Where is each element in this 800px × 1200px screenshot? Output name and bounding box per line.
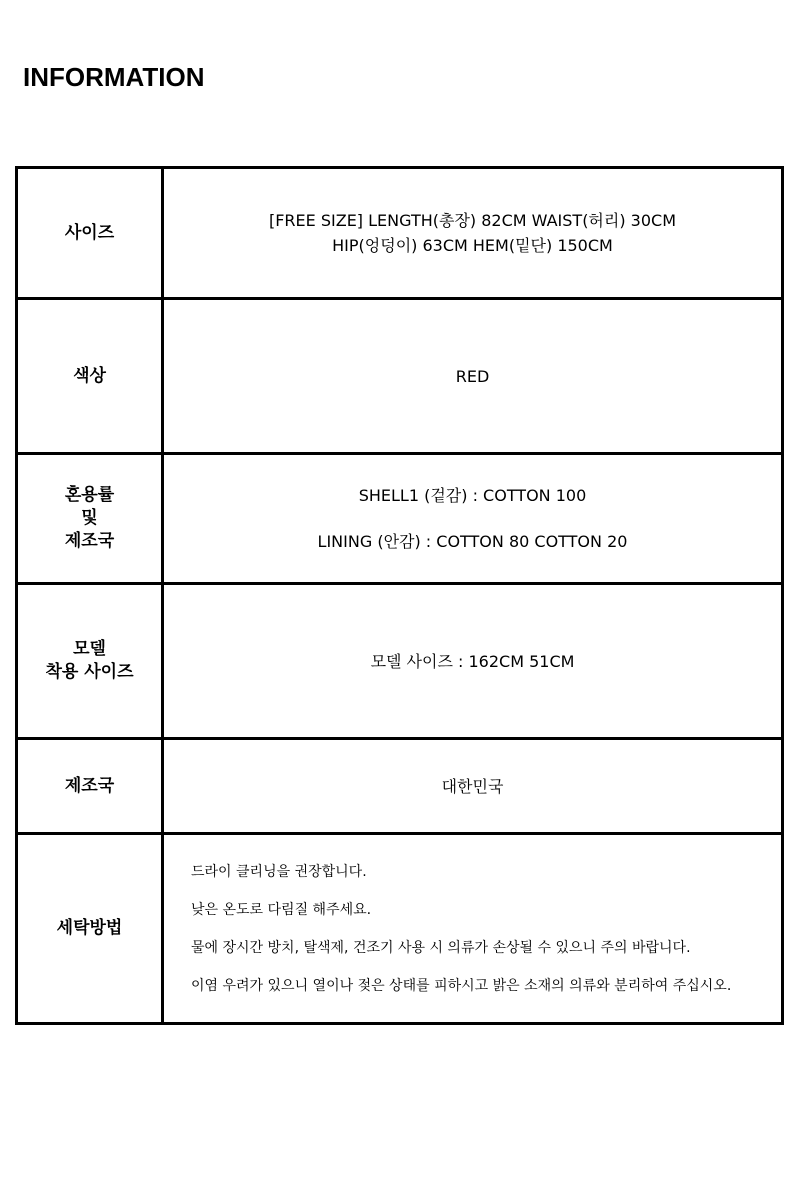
care-instruction: 물에 장시간 방치, 탈색제, 건조기 사용 시 의류가 손상될 수 있으니 주의 바랍니다. [191, 939, 691, 956]
care-instruction: 이염 우려가 있으니 열이나 젖은 상태를 피하시고 밝은 소재의 의류와 분리하여 주십시오. [191, 977, 732, 994]
model-value: 모델 사이즈 : 162CM 51CM [163, 584, 783, 739]
care-instruction: 드라이 클리닝을 권장합니다. [191, 863, 367, 880]
care-value [163, 834, 783, 1024]
size-row [17, 168, 783, 299]
color-row [17, 299, 783, 454]
care-label: 세탁방법 [17, 834, 163, 1024]
size-label: 사이즈 [17, 168, 163, 299]
model-row [17, 584, 783, 739]
size-value-line: [FREE SIZE] LENGTH(총장) 82CM WAIST(허리) 30CM [268, 211, 677, 230]
model-label [17, 584, 163, 739]
color-value: RED [163, 299, 783, 454]
origin-label: 제조국 [17, 739, 163, 834]
size-value [163, 168, 783, 299]
page-title: INFORMATION [23, 62, 205, 92]
fabric-shell-line: SHELL1 (겉감) : COTTON 100 [358, 486, 587, 505]
fabric-label [17, 454, 163, 584]
care-row [17, 834, 783, 1024]
product-information-table [15, 166, 784, 1025]
fabric-label-line: 및 [81, 508, 98, 528]
care-instruction: 낮은 온도로 다림질 해주세요. [191, 901, 372, 918]
fabric-label-line: 혼용률 [64, 485, 115, 505]
model-label-line: 모델 [73, 639, 106, 659]
fabric-lining-line: LINING (안감) : COTTON 80 COTTON 20 [317, 532, 628, 551]
origin-value: 대한민국 [163, 739, 783, 834]
fabric-value [163, 454, 783, 584]
model-label-line: 착용 사이즈 [45, 662, 134, 682]
fabric-label-line: 제조국 [64, 531, 115, 551]
size-value-line: HIP(엉덩이) 63CM HEM(밑단) 150CM [332, 236, 613, 255]
fabric-row [17, 454, 783, 584]
origin-row [17, 739, 783, 834]
color-label: 색상 [17, 299, 163, 454]
